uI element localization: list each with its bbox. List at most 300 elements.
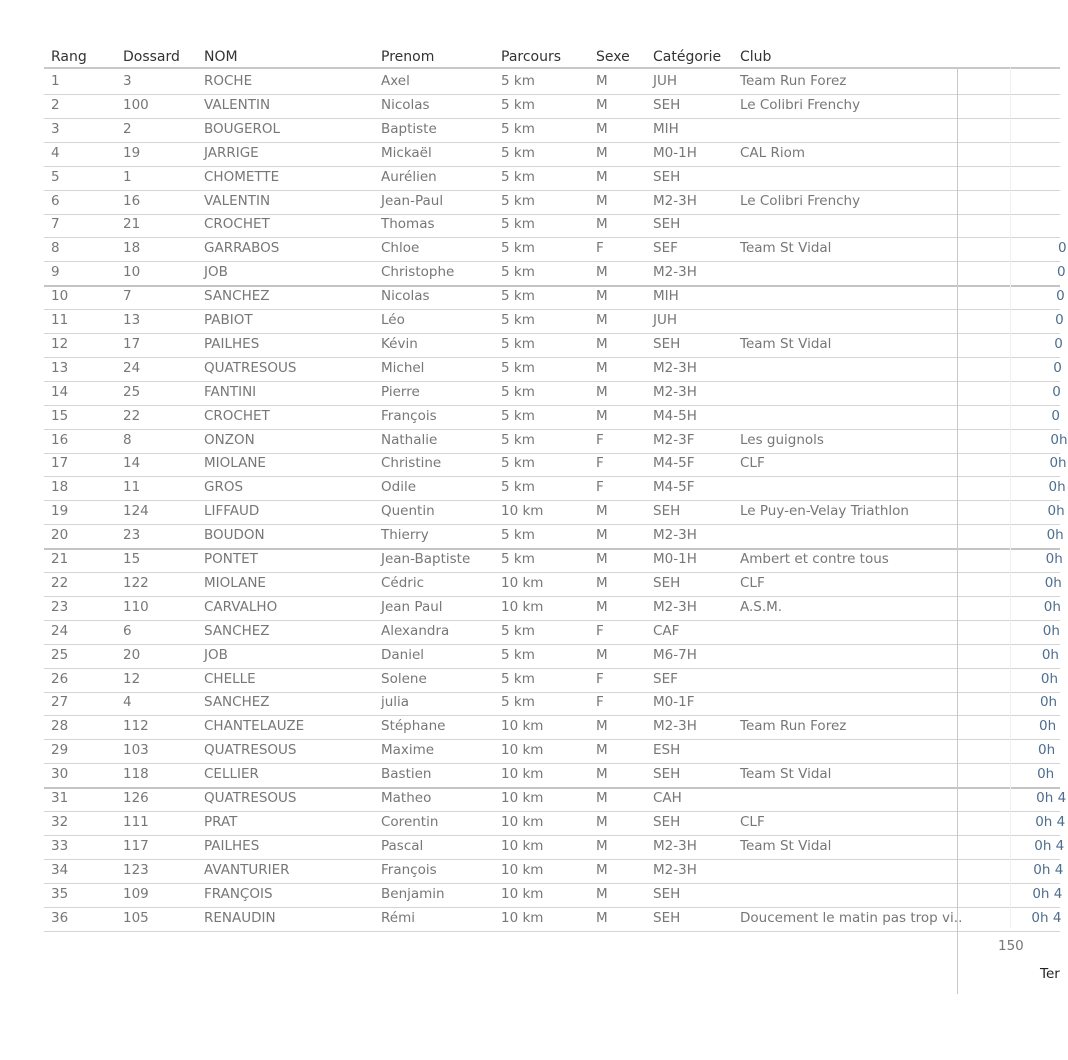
cell-categorie: M0-1H [653, 144, 697, 161]
cell-sexe: M [596, 144, 608, 161]
cell-rang: 24 [51, 622, 69, 639]
header-rang[interactable]: Rang [51, 49, 87, 65]
cell-rang: 8 [51, 240, 60, 257]
cell-categorie: M2-3H [653, 598, 697, 615]
cell-dossard: 111 [123, 813, 149, 830]
table-row[interactable] [44, 787, 1067, 812]
cell-sexe: M [596, 335, 608, 352]
cell-rang: 3 [51, 120, 60, 137]
cell-parcours: 10 km [501, 503, 544, 520]
cell-rang: 6 [51, 192, 60, 209]
time-label: 0 [1053, 359, 1062, 376]
cell-club: Le Colibri Frenchy [740, 96, 861, 113]
cell-sexe: M [596, 192, 608, 209]
cell-prenom: François [381, 861, 437, 878]
cell-sexe: M [596, 574, 608, 591]
cell-categorie: M0-1F [653, 694, 695, 711]
cell-parcours: 5 km [501, 383, 535, 400]
cell-nom: JOB [204, 264, 228, 281]
table-row[interactable] [44, 405, 1060, 430]
cell-prenom: François [381, 407, 437, 424]
time-label: 0h 4 [1033, 861, 1064, 878]
cell-nom: CELLIER [204, 766, 259, 783]
cell-prenom: Maxime [381, 742, 435, 759]
table-row[interactable] [44, 572, 1060, 597]
cell-club: Ambert et contre tous [740, 551, 889, 567]
cell-rang: 33 [51, 837, 69, 854]
table-row[interactable] [44, 596, 1060, 621]
cell-categorie: SEF [653, 240, 678, 257]
cell-club: Team St Vidal [740, 766, 832, 783]
cell-nom: SANCHEZ [204, 622, 270, 639]
cell-club: Le Puy-en-Velay Triathlon [740, 503, 909, 520]
table-row[interactable] [44, 452, 1067, 477]
cell-prenom: Michel [381, 359, 425, 376]
cell-categorie: M2-3H [653, 861, 697, 878]
cell-parcours: 10 km [501, 837, 544, 854]
time-label: 0 [1051, 407, 1060, 424]
cell-nom: PRAT [204, 813, 238, 830]
time-label: 0 [1058, 240, 1067, 257]
cell-parcours: 5 km [501, 479, 535, 496]
cell-parcours: 5 km [501, 359, 535, 376]
cell-prenom: Daniel [381, 646, 425, 663]
cell-dossard: 25 [123, 383, 141, 400]
cell-sexe: M [596, 718, 608, 735]
table-row[interactable] [44, 859, 1064, 884]
header-categorie[interactable]: Catégorie [653, 49, 722, 65]
table-row[interactable] [44, 142, 1060, 167]
cell-dossard: 8 [123, 431, 132, 448]
cell-parcours: 5 km [501, 73, 535, 89]
cell-sexe: M [596, 312, 608, 328]
table-row[interactable] [44, 429, 1068, 454]
cell-club: Team St Vidal [740, 837, 832, 854]
table-row[interactable] [44, 213, 1060, 238]
cell-nom: CHOMETTE [204, 168, 280, 185]
cell-nom: PAILHES [204, 335, 260, 352]
cell-parcours: 5 km [501, 288, 535, 305]
cell-nom: CARVALHO [204, 598, 278, 615]
cell-prenom: Léo [381, 312, 405, 328]
cell-categorie: SEH [653, 335, 681, 352]
cell-sexe: M [596, 120, 608, 137]
cell-categorie: M4-5H [653, 407, 697, 424]
cell-sexe: F [596, 670, 604, 687]
cell-prenom: Chloe [381, 240, 420, 257]
cell-parcours: 10 km [501, 813, 544, 830]
cell-nom: SANCHEZ [204, 694, 270, 711]
cell-nom: QUATRESOUS [204, 790, 297, 806]
cell-prenom: Bastien [381, 766, 432, 783]
cell-nom: VALENTIN [204, 96, 271, 113]
cell-categorie: M0-1H [653, 551, 697, 567]
cell-prenom: Matheo [381, 790, 432, 806]
cell-parcours: 5 km [501, 646, 535, 663]
cell-parcours: 5 km [501, 551, 535, 567]
cell-parcours: 5 km [501, 670, 535, 687]
cell-parcours: 5 km [501, 168, 535, 185]
table-row[interactable] [44, 739, 1060, 764]
cell-sexe: M [596, 383, 608, 400]
cell-sexe: M [596, 837, 608, 854]
cell-rang: 16 [51, 431, 69, 448]
cell-rang: 34 [51, 861, 69, 878]
cell-dossard: 19 [123, 144, 141, 161]
table-row[interactable] [44, 500, 1065, 525]
cell-dossard: 117 [123, 837, 149, 854]
cell-rang: 12 [51, 335, 69, 352]
cell-categorie: M4-5F [653, 479, 695, 496]
cell-prenom: Jean-Paul [381, 192, 444, 209]
cell-prenom: Nicolas [381, 288, 430, 305]
table-row[interactable] [44, 811, 1066, 836]
cell-dossard: 16 [123, 192, 141, 209]
header-dossard[interactable]: Dossard [123, 49, 180, 65]
cell-sexe: M [596, 742, 608, 759]
time-label: 0 [1055, 312, 1064, 328]
cell-categorie: SEH [653, 96, 681, 113]
cell-sexe: M [596, 168, 608, 185]
time-label: 0 [1057, 264, 1066, 281]
cell-dossard: 100 [123, 96, 149, 113]
cell-prenom: Nicolas [381, 96, 430, 113]
cell-dossard: 124 [123, 503, 149, 520]
cell-nom: MIOLANE [204, 574, 266, 591]
cell-sexe: M [596, 503, 608, 520]
cell-prenom: Aurélien [381, 168, 437, 185]
cell-rang: 27 [51, 694, 69, 711]
cell-categorie: M2-3H [653, 527, 697, 544]
cell-prenom: Stéphane [381, 718, 446, 735]
cell-dossard: 13 [123, 312, 141, 328]
table-row[interactable] [44, 763, 1060, 789]
cell-dossard: 22 [123, 407, 141, 424]
cell-rang: 9 [51, 264, 60, 281]
cell-rang: 2 [51, 96, 60, 113]
table-row[interactable] [44, 309, 1064, 334]
time-label: 0h 4 [1031, 909, 1062, 926]
table-row[interactable] [44, 94, 1060, 119]
cell-categorie: MIH [653, 288, 679, 305]
cell-dossard: 23 [123, 527, 141, 544]
cell-parcours: 5 km [501, 120, 535, 137]
cell-nom: GARRABOS [204, 240, 280, 257]
table-row[interactable] [44, 835, 1065, 860]
cell-categorie: SEH [653, 216, 681, 233]
cell-sexe: M [596, 359, 608, 376]
table-row[interactable] [44, 357, 1060, 382]
cell-dossard: 109 [123, 885, 149, 902]
cell-categorie: SEH [653, 909, 681, 926]
cell-rang: 35 [51, 885, 69, 902]
cell-rang: 31 [51, 790, 69, 806]
cell-rang: 28 [51, 718, 69, 735]
cell-sexe: M [596, 909, 608, 926]
cell-dossard: 10 [123, 264, 141, 281]
time-label: 0h 4 [1034, 837, 1065, 854]
cell-rang: 15 [51, 407, 69, 424]
cell-categorie: M2-3H [653, 718, 697, 735]
cell-categorie: JUH [653, 312, 678, 328]
cell-rang: 19 [51, 503, 69, 520]
cell-categorie: M2-3H [653, 837, 697, 854]
cell-prenom: Christophe [381, 264, 455, 281]
cell-rang: 11 [51, 312, 69, 328]
cell-prenom: julia [381, 694, 410, 711]
table-row[interactable] [44, 166, 1060, 191]
cell-dossard: 122 [123, 574, 149, 591]
cell-parcours: 10 km [501, 574, 544, 591]
cell-parcours: 10 km [501, 742, 544, 759]
cell-dossard: 3 [123, 73, 132, 89]
cell-dossard: 11 [123, 479, 141, 496]
time-label: 0h [1040, 670, 1059, 687]
cell-nom: PABIOT [204, 312, 253, 328]
cell-categorie: M2-3H [653, 192, 697, 209]
table-row[interactable] [44, 691, 1060, 716]
cell-dossard: 126 [123, 790, 149, 806]
cell-rang: 30 [51, 766, 69, 783]
cell-rang: 18 [51, 479, 69, 496]
cell-sexe: M [596, 407, 608, 424]
cell-categorie: SEH [653, 813, 681, 830]
time-label: 0h [1038, 742, 1056, 759]
cell-categorie: SEF [653, 670, 678, 687]
cell-sexe: M [596, 264, 608, 281]
cell-dossard: 24 [123, 359, 141, 376]
cell-prenom: Corentin [381, 813, 439, 830]
cell-club: Le Colibri Frenchy [740, 192, 861, 209]
table-row[interactable] [44, 907, 1060, 932]
cell-prenom: Jean Paul [381, 598, 443, 615]
cell-nom: MIOLANE [204, 455, 266, 472]
cell-sexe: M [596, 216, 608, 233]
time-label: 0h [1044, 574, 1062, 591]
cell-sexe: M [596, 790, 608, 806]
cell-sexe: F [596, 240, 604, 257]
table-row[interactable] [44, 644, 1060, 669]
cell-rang: 36 [51, 909, 69, 926]
cell-rang: 4 [51, 144, 60, 161]
table-row[interactable] [44, 883, 1063, 908]
table-row[interactable] [44, 190, 1060, 215]
cell-prenom: Benjamin [381, 885, 445, 902]
cell-parcours: 5 km [501, 144, 535, 161]
cell-dossard: 1 [123, 168, 132, 185]
time-label: 0h [1039, 694, 1058, 711]
cell-rang: 7 [51, 216, 60, 233]
cell-rang: 13 [51, 359, 69, 376]
cell-dossard: 123 [123, 861, 149, 878]
table-row[interactable] [44, 620, 1060, 645]
axis-title: Ter [1040, 966, 1060, 982]
table-row[interactable] [44, 476, 1066, 501]
cell-categorie: SEH [653, 574, 681, 591]
time-label: 0 [1052, 383, 1061, 400]
time-label: 0 [1056, 288, 1065, 305]
cell-club: Team St Vidal [740, 335, 832, 352]
time-label: 0h [1048, 479, 1066, 496]
table-row[interactable] [44, 70, 1060, 95]
cell-categorie: M2-3H [653, 383, 697, 400]
cell-nom: CHELLE [204, 670, 256, 687]
time-label: 0 [1054, 335, 1063, 352]
cell-prenom: Jean-Baptiste [381, 551, 471, 567]
cell-parcours: 5 km [501, 622, 535, 639]
cell-nom: BOUDON [204, 527, 265, 544]
cell-nom: JOB [204, 646, 228, 663]
cell-categorie: MIH [653, 120, 679, 137]
header-prenom[interactable]: Prenom [381, 49, 435, 65]
cell-nom: PAILHES [204, 837, 260, 854]
cell-prenom: Solene [381, 670, 427, 687]
cell-parcours: 5 km [501, 335, 535, 352]
cell-dossard: 15 [123, 551, 141, 567]
cell-prenom: Baptiste [381, 120, 437, 137]
cell-categorie: M2-3H [653, 264, 697, 281]
time-label: 0h [1047, 503, 1065, 520]
cell-sexe: F [596, 431, 604, 448]
cell-sexe: M [596, 813, 608, 830]
cell-dossard: 18 [123, 240, 141, 257]
cell-nom: ONZON [204, 431, 255, 448]
time-label: 0h [1049, 455, 1067, 472]
cell-rang: 23 [51, 598, 69, 615]
cell-sexe: M [596, 527, 608, 544]
cell-dossard: 105 [123, 909, 149, 926]
cell-dossard: 4 [123, 694, 132, 711]
cell-nom: FRANÇOIS [204, 885, 273, 902]
axis-gridline [1010, 68, 1011, 928]
cell-sexe: F [596, 479, 604, 496]
time-label: 0h [1041, 646, 1059, 663]
cell-prenom: Pascal [381, 837, 424, 854]
cell-prenom: Nathalie [381, 431, 438, 448]
cell-parcours: 5 km [501, 192, 535, 209]
cell-club: Les guignols [740, 431, 824, 448]
cell-categorie: ESH [653, 742, 681, 759]
time-label: 0h 4 [1036, 790, 1067, 806]
cell-rang: 1 [51, 73, 60, 89]
cell-nom: ROCHE [204, 73, 253, 89]
cell-rang: 20 [51, 527, 69, 544]
table-row[interactable] [44, 524, 1064, 550]
cell-parcours: 5 km [501, 431, 535, 448]
cell-rang: 17 [51, 455, 69, 472]
time-label: 0h [1042, 622, 1060, 639]
header-nom[interactable]: NOM [204, 49, 238, 65]
cell-sexe: M [596, 766, 608, 783]
cell-nom: BOUGEROL [204, 120, 281, 137]
time-label: 0h 4 [1035, 813, 1066, 830]
cell-nom: QUATRESOUS [204, 742, 297, 759]
pane-divider [957, 68, 958, 994]
cell-parcours: 5 km [501, 312, 535, 328]
cell-nom: VALENTIN [204, 192, 271, 209]
header-sexe[interactable]: Sexe [596, 49, 630, 65]
cell-categorie: SEH [653, 503, 681, 520]
cell-parcours: 5 km [501, 407, 535, 424]
cell-nom: FANTINI [204, 383, 257, 400]
cell-prenom: Pierre [381, 383, 420, 400]
table-row[interactable] [44, 118, 1060, 143]
cell-dossard: 103 [123, 742, 149, 759]
table-row[interactable] [44, 548, 1063, 573]
cell-prenom: Thierry [381, 527, 429, 544]
header-parcours[interactable]: Parcours [501, 49, 562, 65]
cell-dossard: 110 [123, 598, 149, 615]
cell-parcours: 5 km [501, 240, 535, 257]
cell-club: Doucement le matin pas trop vi.. [740, 909, 963, 926]
cell-categorie: SEH [653, 766, 681, 783]
cell-club: CLF [740, 455, 765, 472]
cell-dossard: 2 [123, 120, 132, 137]
cell-rang: 5 [51, 168, 60, 185]
cell-sexe: M [596, 598, 608, 615]
cell-dossard: 12 [123, 670, 141, 687]
cell-nom: CHANTELAUZE [204, 718, 305, 735]
cell-nom: GROS [204, 479, 244, 496]
cell-dossard: 17 [123, 335, 141, 352]
cell-rang: 21 [51, 551, 69, 567]
time-label: 0h [1045, 551, 1063, 567]
cell-prenom: Mickaël [381, 144, 432, 161]
axis-tick-label: 150 [998, 938, 1024, 954]
cell-parcours: 5 km [501, 216, 535, 233]
cell-club: Team Run Forez [740, 718, 847, 735]
table-row[interactable] [44, 668, 1060, 693]
cell-club: Team Run Forez [740, 73, 847, 89]
cell-parcours: 5 km [501, 694, 535, 711]
cell-club: CLF [740, 574, 765, 591]
cell-dossard: 14 [123, 455, 141, 472]
cell-rang: 29 [51, 742, 69, 759]
cell-prenom: Rémi [381, 909, 415, 926]
header-club[interactable]: Club [740, 49, 772, 65]
cell-prenom: Cédric [381, 574, 425, 591]
header-divider [44, 67, 1060, 69]
table-row[interactable] [44, 261, 1066, 287]
cell-sexe: M [596, 551, 608, 567]
table-row[interactable] [44, 381, 1060, 406]
table-row[interactable] [44, 333, 1063, 358]
table-row[interactable] [44, 285, 1065, 310]
table-row[interactable] [44, 715, 1060, 740]
table-row[interactable] [44, 237, 1067, 262]
time-label: 0h [1050, 431, 1068, 448]
cell-dossard: 6 [123, 622, 132, 639]
cell-parcours: 5 km [501, 527, 535, 544]
cell-club: Team St Vidal [740, 240, 832, 257]
cell-rang: 22 [51, 574, 69, 591]
cell-prenom: Quentin [381, 503, 435, 520]
time-label: 0h 4 [1032, 885, 1063, 902]
cell-categorie: M4-5F [653, 455, 695, 472]
cell-prenom: Christine [381, 455, 442, 472]
cell-nom: SANCHEZ [204, 288, 270, 305]
cell-club: CAL Riom [740, 144, 806, 161]
cell-categorie: SEH [653, 885, 681, 902]
cell-sexe: M [596, 288, 608, 305]
cell-categorie: M2-3F [653, 431, 695, 448]
time-label: 0h [1037, 766, 1055, 783]
cell-prenom: Alexandra [381, 622, 450, 639]
cell-parcours: 10 km [501, 766, 544, 783]
cell-sexe: F [596, 622, 604, 639]
cell-sexe: F [596, 694, 604, 711]
cell-parcours: 10 km [501, 598, 544, 615]
